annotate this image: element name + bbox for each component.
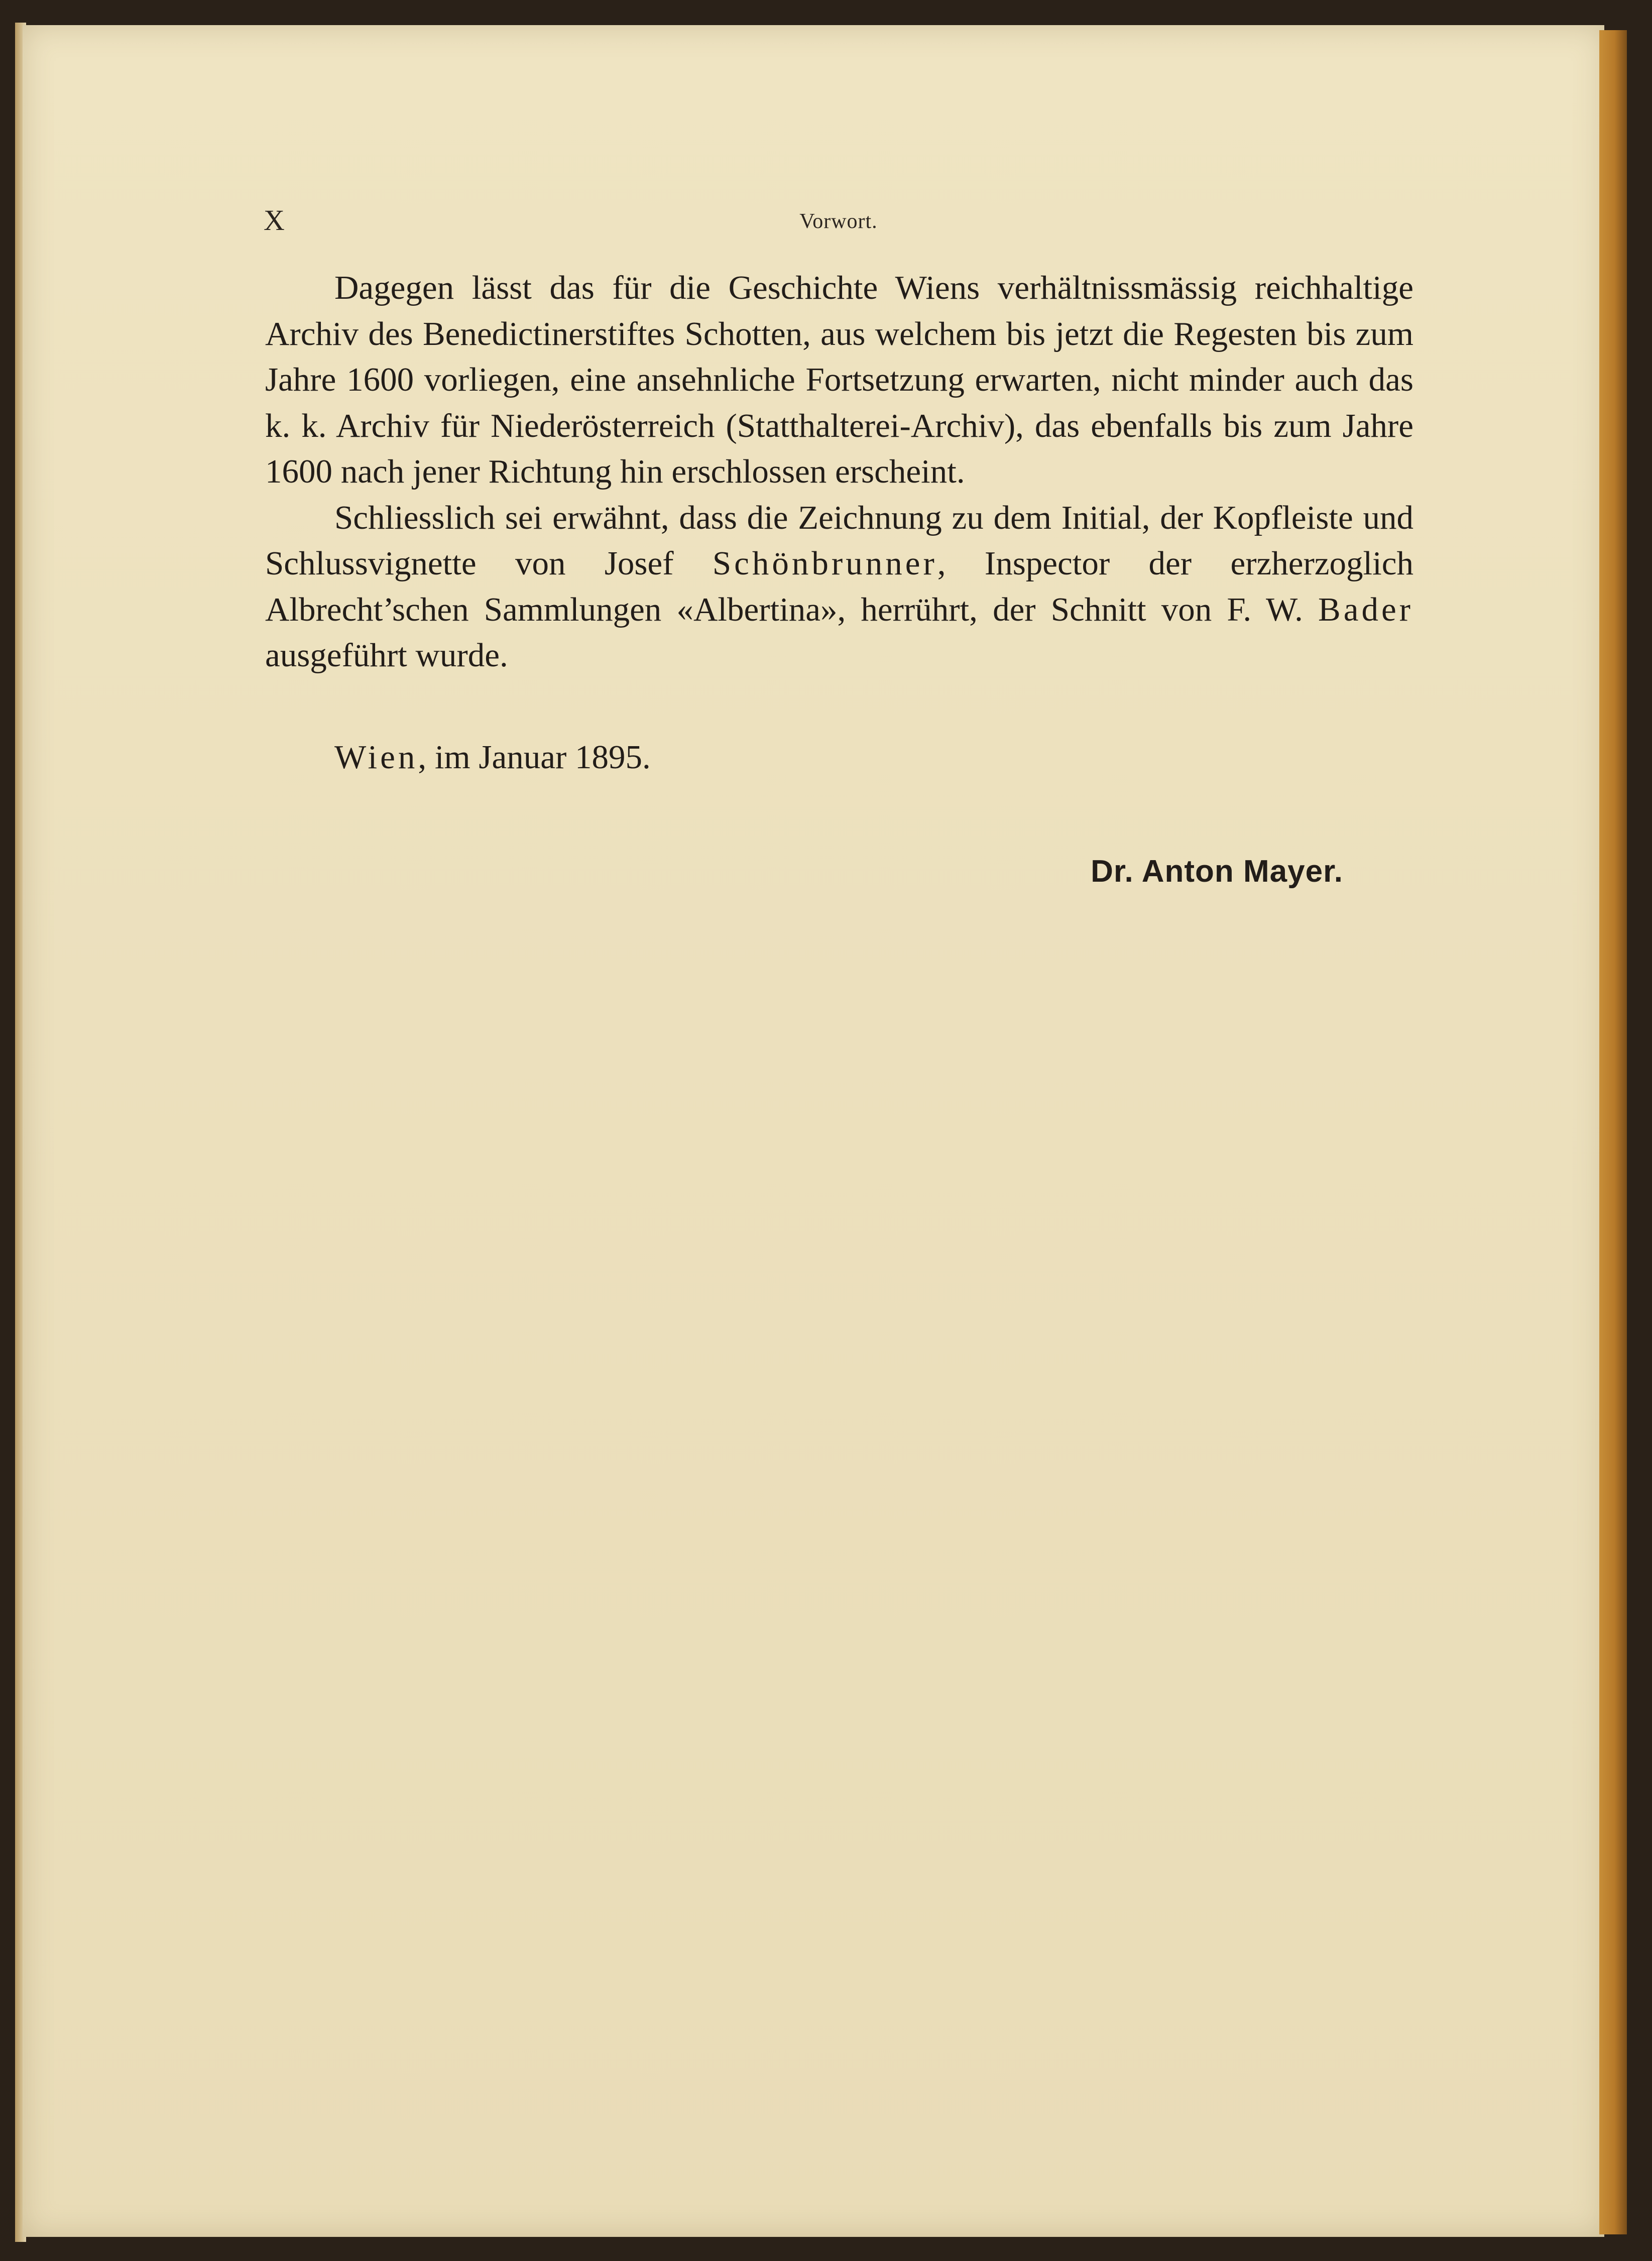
- paragraph-archives: Dagegen lässt das für die Geschichte Wiens verhältnissmässig reichhaltige Archiv des Benedictinerstiftes Schotten, aus welchem bis jetzt die Regesten bis zum Jahre 1600 vorliegen, eine ansehnliche Fortsetzung erwarten, nicht minder auch das k. k. Archiv für Niederösterreich (Statthalterei-Archiv), das ebenfalls bis zum Jahre 1600 nach jener Richtung hin erschlossen erscheint.: [265, 269, 1413, 490]
- page-right-edge: [1599, 30, 1627, 2234]
- page-number: X: [264, 204, 285, 236]
- paragraph-acknowledgement: [265, 495, 1413, 679]
- paragraph-text: ausgeführt wurde.: [265, 637, 508, 674]
- place-and-date: [334, 738, 651, 777]
- paragraph-text: , Inspector der erzherzoglich Albrecht’schen Sammlungen «Albertina», herrührt, der Schnitt von F. W.: [265, 545, 1413, 628]
- paragraph-text: Schliesslich sei erwähnt, dass die Zeichnung zu dem Initial, der Kopfleiste und Schlussvignette von Josef: [265, 499, 1413, 582]
- date-text: , im Januar 1895.: [418, 739, 651, 776]
- body-text: [265, 265, 1413, 679]
- running-head: [264, 203, 1413, 239]
- person-name-bader: Bader: [1318, 590, 1413, 628]
- person-name-schoenbrunner: Schönbrunner: [712, 545, 937, 582]
- author-signature: Dr. Anton Mayer.: [1091, 854, 1343, 889]
- place-name: Wien: [334, 739, 418, 776]
- running-head-title: Vorwort.: [799, 210, 878, 233]
